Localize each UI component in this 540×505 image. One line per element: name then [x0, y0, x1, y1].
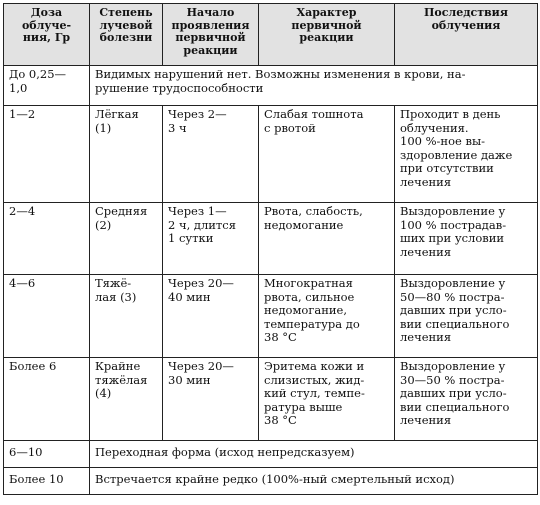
consequence-cell: Проходит в день облучения. 100 %-ное вы- здоровление даже при отсутствии лечения — [395, 106, 538, 203]
degree-cell: Средняя (2) — [90, 203, 163, 275]
degree-cell: Тяжё- лая (3) — [90, 275, 163, 358]
onset-cell: Через 1— 2 ч, длится 1 сутки — [163, 203, 259, 275]
merged-cell: Переходная форма (исход непредсказуем) — [90, 441, 538, 468]
nature-cell: Эритема кожи и слизистых, жид- кий стул, темпе- ратура выше 38 °C — [259, 358, 395, 441]
table-row — [4, 66, 538, 106]
dose-cell: Более 10 — [4, 468, 90, 495]
degree-cell: Крайне тяжёлая (4) — [90, 358, 163, 441]
onset-cell: Через 20— 40 мин — [163, 275, 259, 358]
onset-cell: Через 20— 30 мин — [163, 358, 259, 441]
radiation-sickness-table — [3, 3, 538, 495]
header-nature: Характер первичной реакции — [259, 4, 395, 66]
dose-cell: 6—10 — [4, 441, 90, 468]
table-row — [4, 203, 538, 275]
nature-cell: Слабая тошнота с рвотой — [259, 106, 395, 203]
table-row — [4, 441, 538, 468]
table-row — [4, 275, 538, 358]
dose-cell: 4—6 — [4, 275, 90, 358]
nature-cell: Многократная рвота, сильное недомогание, температура до 38 °C — [259, 275, 395, 358]
header-onset: Начало проявления первичной реакции — [163, 4, 259, 66]
dose-cell: 1—2 — [4, 106, 90, 203]
table-row — [4, 358, 538, 441]
table-row — [4, 106, 538, 203]
consequence-cell: Выздоровление у 50—80 % постра- давших при усло- вии специального лечения — [395, 275, 538, 358]
header-dose: Доза облуче- ния, Гр — [4, 4, 90, 66]
nature-cell: Рвота, слабость, недомогание — [259, 203, 395, 275]
degree-cell: Лёгкая (1) — [90, 106, 163, 203]
header-consequence: Последствия облучения — [395, 4, 538, 66]
dose-cell: 2—4 — [4, 203, 90, 275]
dose-cell: До 0,25— 1,0 — [4, 66, 90, 106]
merged-cell: Видимых нарушений нет. Возможны изменения в крови, на- рушение трудоспособности — [90, 66, 538, 106]
dose-cell: Более 6 — [4, 358, 90, 441]
consequence-cell: Выздоровление у 30—50 % постра- давших при усло- вии специального лечения — [395, 358, 538, 441]
merged-cell: Встречается крайне редко (100%-ный смертельный исход) — [90, 468, 538, 495]
consequence-cell: Выздоровление у 100 % пострадав- ших при условии лечения — [395, 203, 538, 275]
header-degree: Степень лучевой болезни — [90, 4, 163, 66]
onset-cell: Через 2— 3 ч — [163, 106, 259, 203]
table-row — [4, 468, 538, 495]
table-header-row — [4, 4, 538, 66]
